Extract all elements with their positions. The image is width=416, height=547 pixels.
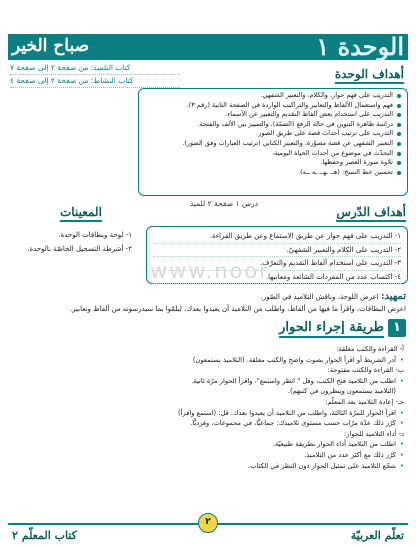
- materials-list: [12, 228, 132, 256]
- introduction-line: اعرض اللوحة، وناقش التلاميذ في الصّور.: [260, 293, 379, 301]
- unit-goal-item: التدريب على استخدام بعض ألفاظ التقديم والتعبير عن الأسماء.: [143, 110, 401, 120]
- material-item: ٢- أشرطة التسجيل الخاصّة بالوحدة.: [27, 245, 132, 253]
- introduction-line: اعرض البطاقات، واقرأ ما فيها من ألفاظ، واطلب من التلاميذ أن يعيدوا بعدك، ليلمّوا بما سيدرسونه من ألفاظ وتعابير.: [69, 305, 406, 313]
- footer-book-series: تعلّم العربيّة: [350, 529, 404, 542]
- material-item: ١- لوحة وبطاقات الوحدة.: [58, 231, 132, 239]
- step-item: • كرّر ذلك عدّة مرّات حسب مستوى تلاميذك: جماعيًّا، في مجموعات، وفرديًّا.: [12, 418, 404, 429]
- step-heading: أ- القراءة والكتب مغلقة:: [336, 345, 404, 353]
- step-item: • اطلب من التلاميذ فتح الكتب، وقل " انظر واستمع"، واقرأ الحوار مرّة ثانية.: [12, 376, 404, 387]
- unit-goals-title: أهداف الوحدة: [335, 67, 404, 84]
- lesson-number-line: درس ١ صفحة ٢ للميذ: [189, 199, 258, 208]
- step-item: • أدر الشريط أو اقرأ الحوار بصوت واضح والكتب مغلقة. (التلاميذ يستمعون): [12, 355, 404, 366]
- site-watermark: www.noor: [150, 259, 270, 283]
- unit-title: الوحدة ١: [316, 32, 404, 61]
- activity-book-reference: كتاب النشاط: من صفحة ٢ إلى صفحة ٤: [10, 75, 180, 88]
- dialogue-steps: [12, 344, 404, 471]
- unit-goal-item: تحسين خط النسخ: (هــ ـهــ ـه ــه).: [143, 168, 401, 178]
- materials-title: المعينات: [60, 205, 102, 222]
- step-heading: ب- القراءة والكتب مفتوحة:: [327, 366, 404, 375]
- step-item: • اقرأ الحوار للمرّة الثالثة، واطلب من التلاميذ أن يعيدوا بعدك. قل: (استمع واقرأ): [12, 408, 404, 419]
- introduction: [10, 291, 406, 315]
- objective-item: ٣- التدريب على استخدام ألفاظ التقديم والتعرّف.: [153, 257, 401, 271]
- section-number-badge: ١: [388, 319, 406, 337]
- unit-goal-item: التدريب على ترتيب أحداث قصة على طريق الصور.: [143, 129, 401, 139]
- step-heading: حـ- إعادة التلاميذ بعد المعلّم:: [325, 397, 404, 406]
- objective-item: ٢- التدريب على الكلام والتعبير الشفهيّ.: [153, 244, 401, 258]
- step-note: (التلاميذ يستمعون وينظرون في كتبهم).: [287, 387, 396, 396]
- step-item: • كرّر ذلك مع أكثر عدد من التلاميذ.: [12, 450, 404, 461]
- step-item: • اطلب من التلاميذ أداء الحوار بطريقة طبيعيّة.: [12, 439, 404, 450]
- unit-goal-item: التعبير الشفهي عن قصة مصوّرة، والتعبير الكتابي (ترتيب العبارات وفق الصور).: [143, 139, 401, 149]
- footer-book-title: كتاب المعلّم ٢: [12, 529, 77, 542]
- lesson-title: صباح الخير: [12, 36, 90, 56]
- step-heading: د- أداء التلاميذ للحوار:: [344, 429, 404, 438]
- objective-item: ١- التدريب على فهم حوار عن طريق الاستماع وعن طريق القراءة.: [153, 230, 401, 244]
- unit-goal-item: تلاوة سورة العصر وحفظها.: [143, 158, 401, 168]
- section-title: طريقة إجراء الحوار: [279, 320, 384, 338]
- unit-goal-item: التحدّث في موضوع من أحداث الحياة اليومية.: [143, 149, 401, 159]
- book-references: [10, 62, 180, 88]
- page-number: ٢: [198, 513, 218, 533]
- introduction-label: تمهيد:: [380, 291, 406, 302]
- step-item: • شجّع التلاميذ على تمثيل الحوار دون النظر في الكتاب.: [12, 461, 404, 472]
- unit-goal-item: التدريب على فهم حوار، والكلام، والتعبير الشفهي.: [143, 91, 401, 101]
- objective-item: ٤- اكتساب عدد من المفردات الشائعة ومعانيها.: [153, 271, 401, 285]
- unit-goals-box: [138, 88, 408, 196]
- unit-goal-item: فهم واستعمال الألفاظ والتعابير والتراكيب الواردة في الصفحة الثانية (رقم ٣).: [143, 101, 401, 111]
- student-book-reference: كتاب التلميذ: من صفحة ٢ إلى صفحة ٧: [10, 62, 180, 75]
- unit-goal-item: دراسة ظاهرة التنوين في حالة الرفع (الضمّة)، والتمييز بين الألف والفتحة.: [143, 120, 401, 130]
- lesson-objectives-title: أهداف الدّرس: [336, 205, 406, 222]
